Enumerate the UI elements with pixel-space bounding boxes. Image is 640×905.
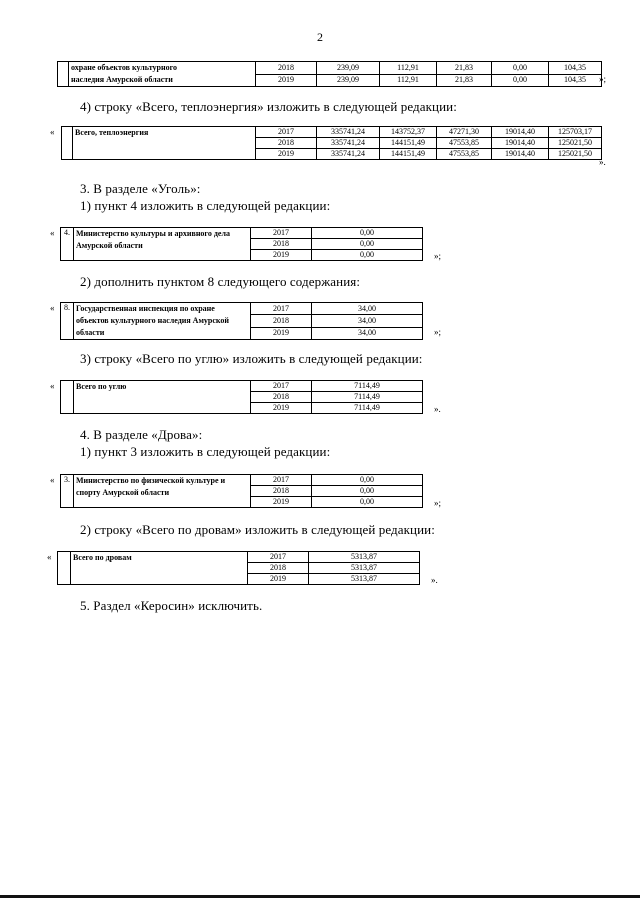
value-cell: 112,91 <box>380 62 437 75</box>
open-quote: « <box>50 127 55 137</box>
section-3-heading: 3. В разделе «Уголь»: <box>80 181 201 196</box>
value-cell: 104,35 <box>549 62 602 75</box>
open-quote: « <box>50 475 55 485</box>
year-cell: 2019 <box>256 149 317 160</box>
value-cell: 21,83 <box>437 74 492 87</box>
name-cell: Министерство культуры и архивного дела Амурской области <box>74 228 251 261</box>
num-cell <box>61 381 74 414</box>
value-cell: 5313,87 <box>309 552 420 563</box>
value-cell: 0,00 <box>312 486 423 497</box>
name-line: наследия Амурской области <box>71 75 173 84</box>
num-cell: 3. <box>61 475 74 508</box>
value-cell: 0,00 <box>312 497 423 508</box>
close-quote: ». <box>431 575 438 585</box>
year-cell: 2018 <box>256 138 317 149</box>
year-cell: 2019 <box>248 574 309 585</box>
year-cell: 2019 <box>251 327 312 339</box>
value-cell: 0,00 <box>492 74 549 87</box>
value-cell: 5313,87 <box>309 563 420 574</box>
value-cell: 21,83 <box>437 62 492 75</box>
year-cell: 2018 <box>251 486 312 497</box>
year-cell: 2018 <box>251 315 312 327</box>
name-cell: Всего, теплоэнергия <box>73 127 256 160</box>
value-cell: 0,00 <box>312 228 423 239</box>
year-cell: 2019 <box>251 497 312 508</box>
year-cell: 2017 <box>251 228 312 239</box>
value-cell: 335741,24 <box>317 127 380 138</box>
close-quote: »; <box>434 251 442 261</box>
name-line: охране объектов культурного <box>71 63 178 72</box>
value-cell: 335741,24 <box>317 138 380 149</box>
section-3-item-1: 1) пункт 4 изложить в следующей редакции: <box>80 198 331 213</box>
value-cell: 19014,40 <box>492 149 549 160</box>
heat-total-table <box>61 126 602 160</box>
value-cell: 112,91 <box>380 74 437 87</box>
section-4-heading: 4. В разделе «Дрова»: <box>80 427 203 442</box>
close-quote: »; <box>599 74 607 84</box>
value-cell: 143752,37 <box>380 127 437 138</box>
value-cell: 0,00 <box>312 475 423 486</box>
value-cell: 0,00 <box>312 250 423 261</box>
value-cell: 34,00 <box>312 303 423 315</box>
num-cell <box>62 127 73 160</box>
year-cell: 2017 <box>251 303 312 315</box>
year-cell: 2019 <box>251 403 312 414</box>
num-cell <box>58 62 69 75</box>
open-quote: « <box>50 228 55 238</box>
value-cell: 7114,49 <box>312 392 423 403</box>
name-cell: Всего по дровам <box>71 552 248 585</box>
section-4-item-1: 1) пункт 3 изложить в следующей редакции: <box>80 444 331 459</box>
name-cell: Всего по углю <box>74 381 251 414</box>
year-cell: 2018 <box>256 62 317 75</box>
value-cell: 335741,24 <box>317 149 380 160</box>
close-quote: ». <box>599 157 606 167</box>
wood-total-table <box>57 551 420 585</box>
name-cell <box>69 62 256 87</box>
value-cell: 0,00 <box>312 239 423 250</box>
table-row <box>61 475 423 486</box>
value-cell: 5313,87 <box>309 574 420 585</box>
year-cell: 2019 <box>256 74 317 87</box>
num-cell: 8. <box>61 303 74 340</box>
year-cell: 2017 <box>251 475 312 486</box>
section-4-item-2: 2) строку «Всего по дровам» изложить в следующей редакции: <box>80 522 435 537</box>
coal-item-4-table <box>60 227 423 261</box>
num-cell: 4. <box>61 228 74 261</box>
num-cell <box>58 552 71 585</box>
value-cell: 239,09 <box>317 62 380 75</box>
value-cell: 0,00 <box>492 62 549 75</box>
section-3-item-2: 2) дополнить пунктом 8 следующего содержания: <box>80 274 361 289</box>
year-cell: 2018 <box>251 392 312 403</box>
table-row <box>58 552 420 563</box>
value-cell: 125021,50 <box>549 138 602 149</box>
table-row <box>58 62 602 75</box>
value-cell: 19014,40 <box>492 138 549 149</box>
value-cell: 7114,49 <box>312 381 423 392</box>
value-cell: 47271,30 <box>437 127 492 138</box>
value-cell: 144151,49 <box>380 149 437 160</box>
top-table <box>57 61 602 87</box>
paragraph-4: 4) строку «Всего, теплоэнергия» изложить в следующей редакции: <box>80 99 457 114</box>
year-cell: 2018 <box>251 239 312 250</box>
year-cell: 2017 <box>248 552 309 563</box>
open-quote: « <box>50 303 55 313</box>
coal-total-table <box>60 380 423 414</box>
value-cell: 125703,17 <box>549 127 602 138</box>
year-cell: 2017 <box>251 381 312 392</box>
wood-item-3-table <box>60 474 423 508</box>
page-number: 2 <box>317 30 323 44</box>
value-cell: 47553,85 <box>437 149 492 160</box>
value-cell: 34,00 <box>312 315 423 327</box>
value-cell: 125021,50 <box>549 149 602 160</box>
table-row <box>61 303 423 315</box>
year-cell: 2019 <box>251 250 312 261</box>
value-cell: 7114,49 <box>312 403 423 414</box>
table-row <box>61 381 423 392</box>
scan-border <box>0 895 640 898</box>
num-cell <box>58 74 69 87</box>
open-quote: « <box>47 552 52 562</box>
close-quote: »; <box>434 498 442 508</box>
table-row <box>62 127 602 138</box>
name-cell: Министерство по физической культуре и спорту Амурской области <box>74 475 251 508</box>
section-5: 5. Раздел «Керосин» исключить. <box>80 598 263 613</box>
value-cell: 19014,40 <box>492 127 549 138</box>
coal-item-8-table <box>60 302 423 340</box>
year-cell: 2017 <box>256 127 317 138</box>
value-cell: 34,00 <box>312 327 423 339</box>
year-cell: 2018 <box>248 563 309 574</box>
value-cell: 47553,85 <box>437 138 492 149</box>
name-cell: Государственная инспекция по охране объектов культурного наследия Амурской области <box>74 303 251 340</box>
section-3-item-3: 3) строку «Всего по углю» изложить в следующей редакции: <box>80 351 423 366</box>
table-row <box>61 228 423 239</box>
open-quote: « <box>50 381 55 391</box>
value-cell: 144151,49 <box>380 138 437 149</box>
value-cell: 104,35 <box>549 74 602 87</box>
close-quote: ». <box>434 404 441 414</box>
close-quote: »; <box>434 327 442 337</box>
value-cell: 239,09 <box>317 74 380 87</box>
